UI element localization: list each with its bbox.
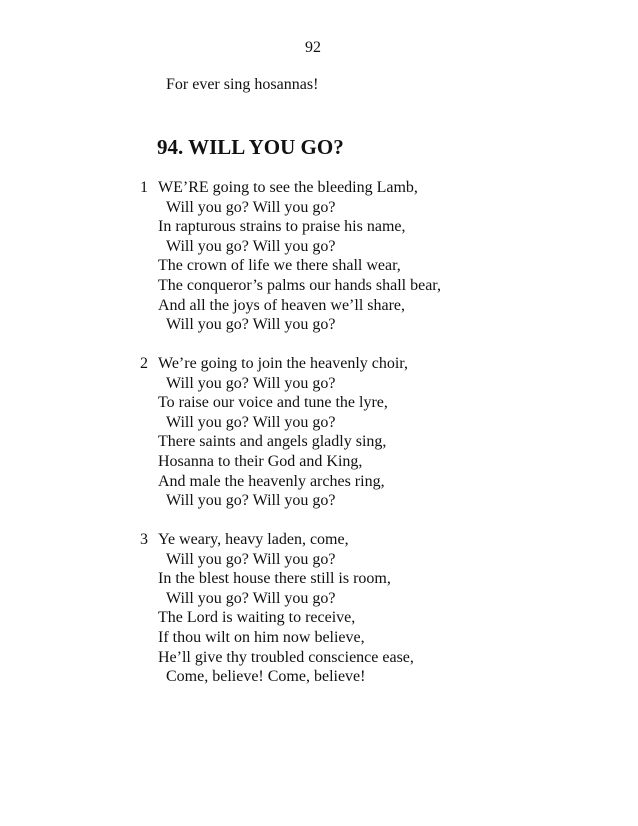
verse-line-text: We’re going to join the heavenly choir, (158, 355, 408, 372)
verse-line (140, 530, 580, 550)
refrain-line-text: Will you go? Will you go? (166, 316, 336, 334)
verse-line-text: In rapturous strains to praise his name, (158, 218, 406, 236)
verse-line-text: There saints and angels gladly sing, (158, 433, 387, 451)
verse-line (140, 569, 580, 589)
verse-line (140, 198, 580, 218)
verse-number: 1 (140, 179, 148, 196)
previous-hymn-closing-line: For ever sing hosannas! (166, 76, 319, 93)
verse-line (140, 648, 580, 668)
verse-line (140, 472, 580, 492)
verse-line-text: The conqueror’s palms our hands shall bear, (158, 276, 441, 294)
verse-line-text: The Lord is waiting to receive, (158, 609, 356, 627)
verse-line-text: WE’RE going to see the bleeding Lamb, (158, 179, 418, 196)
verse-2 (140, 354, 580, 511)
verse-number: 2 (140, 355, 148, 372)
verse-line (140, 217, 580, 237)
verse-line-text: The crown of life we there shall wear, (158, 257, 401, 275)
verse-3 (140, 530, 580, 687)
verse-line (140, 276, 580, 296)
verse-line (140, 589, 580, 609)
verse-line-text: And male the heavenly arches ring, (158, 472, 385, 490)
verse-line (140, 413, 580, 433)
verse-line-text: He’ll give thy troubled conscience ease, (158, 648, 414, 666)
verse-1 (140, 178, 580, 335)
verse-line-text: If thou wilt on him now believe, (158, 628, 365, 646)
verse-line (140, 237, 580, 257)
verse-line (140, 296, 580, 316)
refrain-line-text: Come, believe! Come, believe! (166, 668, 366, 686)
verse-line-text: Hosanna to their God and King, (158, 452, 363, 470)
refrain-line-text: Will you go? Will you go? (166, 198, 336, 216)
refrain-line-text: Will you go? Will you go? (166, 374, 336, 392)
verse-line-text: To raise our voice and tune the lyre, (158, 394, 388, 412)
refrain-line-text: Will you go? Will you go? (166, 237, 336, 255)
verse-line-text: Ye weary, heavy laden, come, (158, 531, 349, 548)
verse-line (140, 491, 580, 511)
verse-line (140, 178, 580, 198)
verse-line (140, 628, 580, 648)
verse-line (140, 354, 580, 374)
verse-line (140, 315, 580, 335)
verse-line-text: And all the joys of heaven we’ll share, (158, 296, 406, 314)
verse-line (140, 667, 580, 687)
verse-line (140, 608, 580, 628)
verse-number: 3 (140, 531, 148, 548)
refrain-line-text: Will you go? Will you go? (166, 550, 336, 568)
page-number: 92 (305, 39, 321, 56)
verse-line (140, 374, 580, 394)
verse-line (140, 432, 580, 452)
verse-line (140, 452, 580, 472)
verse-line (140, 256, 580, 276)
verse-line (140, 393, 580, 413)
hymn-title: 94. WILL YOU GO? (157, 135, 344, 159)
refrain-line-text: Will you go? Will you go? (166, 589, 336, 607)
verse-line (140, 550, 580, 570)
verse-line-text: In the blest house there still is room, (158, 570, 391, 588)
refrain-line-text: Will you go? Will you go? (166, 413, 336, 431)
refrain-line-text: Will you go? Will you go? (166, 492, 336, 510)
